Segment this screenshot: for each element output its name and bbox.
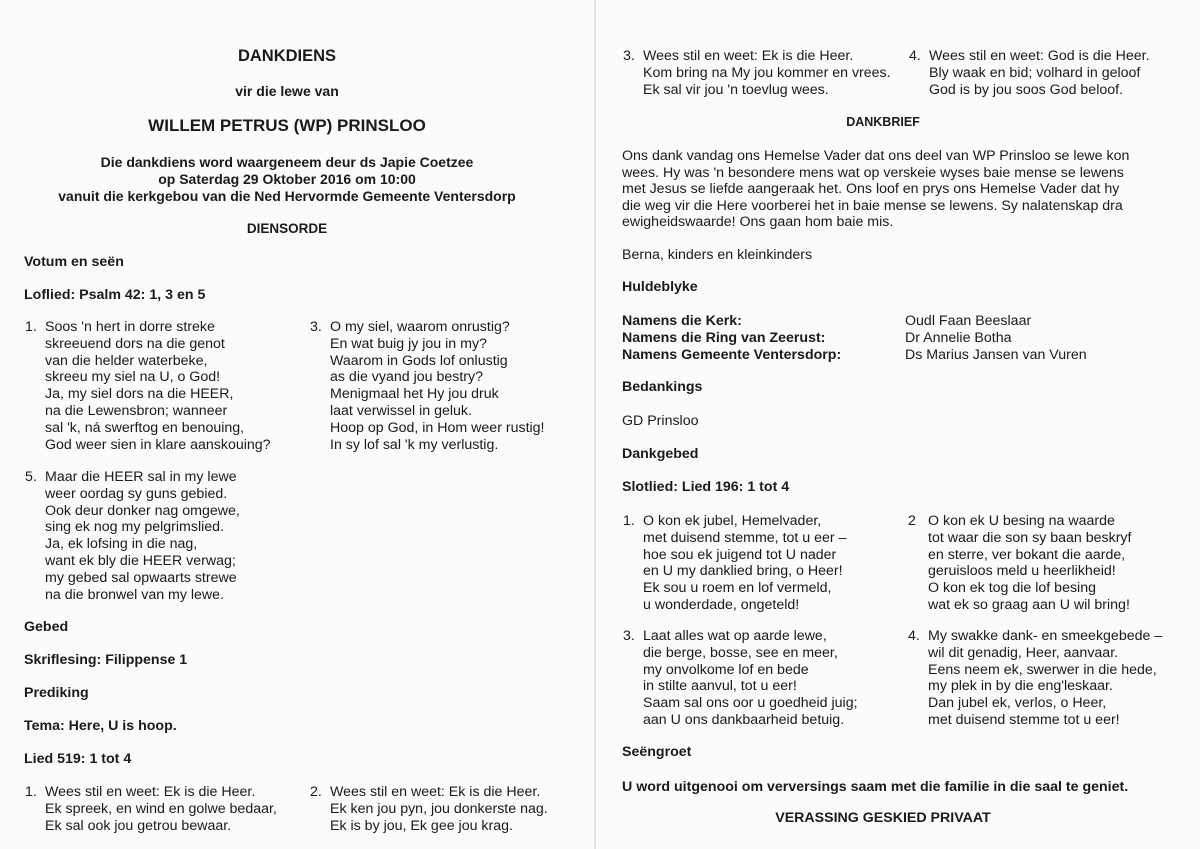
paragraph-line: die weg vir die Here voorberei het in baie mense se lewens. Sy nalatenskap dra	[622, 197, 1123, 214]
verse-line: want ek bly die HEER verwag;	[45, 552, 236, 569]
verse-number: 1.	[623, 513, 635, 529]
verse-line: my onvolkome lof en bede	[643, 661, 809, 678]
verse-line: God is by jou soos God beloof.	[929, 81, 1124, 98]
verse-line: skreeu my siel na U, o God!	[45, 369, 221, 386]
verse-line: Soos 'n hert in dorre streke	[45, 319, 215, 335]
verse-line: u wonderdade, ongeteld!	[643, 596, 800, 613]
verse-line: geruisloos meld u heerlikheid!	[928, 563, 1116, 580]
verse-line: Laat alles wat op aarde lewe,	[643, 628, 827, 644]
verse-line: Ek sou u roem en lof vermeld,	[643, 580, 832, 597]
verse-number: 1.	[25, 319, 37, 335]
verse-line: as die vyand jou bestry?	[330, 369, 484, 386]
tribute-row	[622, 347, 841, 364]
tribute-label: Namens die Ring van Zeerust:	[622, 330, 826, 346]
document-subtitle: vir die lewe van	[235, 83, 339, 99]
invitation-text: U word uitgenooi om verversings saam met die familie in die saal te geniet.	[622, 779, 1129, 795]
right-page	[596, 0, 1200, 849]
tribute-name: Dr Annelie Botha	[905, 330, 1012, 346]
intro-line-3: vanuit die kerkgebou van die Ned Hervormde Gemeente Ventersdorp	[58, 188, 516, 204]
verse-line: O kon ek tog die lof besing	[928, 580, 1096, 597]
verse-line: tot waar die son sy baan beskryf	[928, 529, 1132, 546]
verse-line: sing ek nog my pelgrimslied.	[45, 519, 224, 536]
verse-line: Maar die HEER sal in my lewe	[45, 469, 237, 485]
tribute-row	[905, 330, 1011, 347]
verse-line: skreeuend dors na die genot	[45, 335, 225, 352]
verse-line: Kom bring na My jou kommer en vrees.	[643, 64, 891, 81]
loflied-heading: Loflied: Psalm 42: 1, 3 en 5	[24, 287, 206, 303]
lied-heading: Lied 519: 1 tot 4	[24, 751, 132, 767]
verse-line: Ja, ek lofsing in die nag,	[45, 536, 198, 553]
cremation-notice: VERASSING GESKIED PRIVAAT	[775, 810, 991, 826]
verse-line: O my siel, waarom onrustig?	[330, 319, 510, 335]
dankgebed-heading: Dankgebed	[622, 446, 699, 462]
tribute-label: Namens die Kerk:	[622, 313, 742, 329]
verse-line: Wees stil en weet: Ek is die Heer.	[45, 784, 256, 800]
verse-line: Ek spreek, en wind en golwe bedaar,	[45, 800, 277, 817]
verse-line: Waarom in Gods lof onlustig	[330, 352, 508, 369]
paragraph-line: met Jesus se liefde aangeraak het. Ons loof en prys ons Hemelse Vader dat hy	[622, 181, 1120, 198]
verse-line: en sterre, ver bokant die aarde,	[928, 546, 1126, 563]
verse-line: my gebed sal opwaarts strewe	[45, 569, 237, 586]
tribute-label: Namens Gemeente Ventersdorp:	[622, 347, 842, 363]
verse-line: Ek sal ook jou getrou bewaar.	[45, 817, 232, 834]
verse-line: Eens neem ek, swerwer in die hede,	[928, 661, 1157, 678]
prediking-heading: Prediking	[24, 685, 89, 701]
bedanker-name: GD Prinsloo	[622, 413, 699, 429]
verse-number: 3.	[310, 319, 322, 335]
tribute-name: Ds Marius Jansen van Vuren	[905, 347, 1087, 363]
document-title: DANKDIENS	[237, 47, 337, 65]
dankbrief-paragraph	[622, 148, 1129, 231]
verse-line: Wees stil en weet: Ek is die Heer.	[643, 48, 854, 64]
votum-heading: Votum en seën	[24, 254, 124, 270]
intro-line-1: Die dankdiens word waargeneem deur ds Japie Coetzee	[100, 154, 474, 170]
tribute-row	[622, 330, 825, 347]
verse-number: 2.	[310, 784, 322, 800]
verse-line: sal 'k, ná swerftog en benouing,	[45, 419, 245, 436]
verse-line: na die Lewensbron; wanneer	[45, 402, 228, 419]
skriflesing-heading: Skriflesing: Filippense 1	[24, 652, 188, 668]
intro-line-2: op Saterdag 29 Oktober 2016 om 10:00	[158, 171, 416, 187]
verse-line: wat ek so graag aan U wil bring!	[928, 596, 1130, 613]
dankbrief-heading: DANKBRIEF	[846, 115, 920, 129]
verse-line: Wees stil en weet: God is die Heer.	[929, 48, 1150, 64]
verse-number: 4.	[908, 628, 920, 644]
huldeblyke-heading: Huldeblyke	[622, 279, 698, 295]
verse-line: aan U ons dankbaarheid betuig.	[643, 711, 845, 728]
verse-line: die berge, bosse, see en meer,	[643, 644, 838, 661]
family-signature: Berna, kinders en kleinkinders	[622, 247, 813, 263]
slotlied-heading: Slotlied: Lied 196: 1 tot 4	[622, 479, 790, 495]
verse-line: laat verwissel in geluk.	[330, 402, 472, 419]
verse-line: In sy lof sal 'k my verlustig.	[330, 436, 499, 453]
verse-line: in stilte aanvul, tot u eer!	[643, 678, 797, 695]
verse-line: my plek in by die eng'leskaar.	[928, 678, 1113, 695]
tema-heading: Tema: Here, U is hoop.	[24, 718, 177, 734]
verse-line: met duisend stemme, tot u eer –	[643, 529, 847, 546]
verse-line: Wees stil en weet: Ek is die Heer.	[330, 784, 541, 800]
verse-line: God weer sien in klare aanskouing?	[45, 436, 271, 453]
verse-line: Bly waak en bid; volhard in geloof	[929, 64, 1141, 81]
verse-line: En wat buig jy jou in my?	[330, 335, 487, 352]
verse-line: Menigmaal het Hy jou druk	[330, 386, 499, 403]
verse-line: van die helder waterbeke,	[45, 352, 208, 369]
verse-line: Saam sal ons oor u goedheid juig;	[643, 695, 858, 712]
verse-line: Ja, my siel dors na die HEER,	[45, 386, 234, 403]
verse-number: 1.	[25, 784, 37, 800]
tribute-name: Oudl Faan Beeslaar	[905, 313, 1032, 329]
tribute-row	[622, 313, 742, 330]
verse-line: Hoop op God, in Hom weer rustig!	[330, 419, 545, 436]
verse-line: hoe sou ek juigend tot U nader	[643, 546, 837, 563]
verse-number: 3.	[623, 628, 635, 644]
verse-line: en U my danklied bring, o Heer!	[643, 563, 843, 580]
verse-line: met duisend stemme tot u eer!	[928, 711, 1120, 728]
verse-line: Ook deur donker nag omgewe,	[45, 502, 240, 519]
left-page	[0, 0, 594, 849]
verse-line: wil dit genadig, Heer, aanvaar.	[928, 644, 1119, 661]
verse-number: 2	[908, 513, 916, 529]
tribute-row	[905, 313, 1031, 330]
verse-line: weer oordag sy guns gebied.	[45, 485, 228, 502]
order-heading: DIENSORDE	[246, 221, 328, 236]
verse-number: 4.	[909, 48, 921, 64]
verse-line: na die bronwel van my lewe.	[45, 586, 225, 603]
verse-line: Ek ken jou pyn, jou donkerste nag.	[330, 800, 548, 817]
paragraph-line: ewigheidswaarde! Ons gaan hom baie mis.	[622, 214, 894, 231]
verse-number: 5.	[25, 469, 37, 485]
verse-line: O kon ek jubel, Hemelvader,	[643, 513, 822, 529]
verse-line: My swakke dank- en smeekgebede –	[928, 628, 1163, 644]
seengroet-heading: Seëngroet	[622, 744, 692, 760]
gebed-heading: Gebed	[24, 619, 69, 635]
bedankings-heading: Bedankings	[622, 379, 703, 395]
tribute-row	[905, 347, 1087, 364]
deceased-name: WILLEM PETRUS (WP) PRINSLOO	[148, 116, 426, 135]
paragraph-line: Ons dank vandag ons Hemelse Vader dat ons deel van WP Prinsloo se lewe kon	[622, 148, 1130, 164]
verse-line: Ek is by jou, Ek gee jou krag.	[330, 817, 513, 834]
verse-number: 3.	[623, 48, 635, 64]
paragraph-line: wees. Hy was 'n besondere mens wat op verskeie wyses baie mense se lewens	[622, 164, 1124, 181]
verse-line: O kon ek U besing na waarde	[928, 513, 1115, 529]
verse-line: Dan jubel ek, verlos, o Heer,	[928, 695, 1107, 712]
verse-line: Ek sal vir jou 'n toevlug wees.	[643, 81, 829, 98]
